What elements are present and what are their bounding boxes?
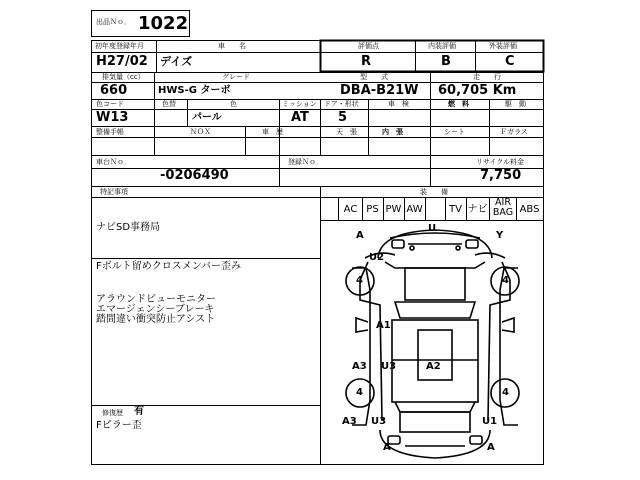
damage-mark: U2	[369, 252, 385, 263]
repair-note: Fピラー歪	[96, 420, 142, 431]
lot-number: 1022	[138, 13, 189, 34]
roof-label: 天 張	[336, 128, 357, 136]
damage-mark: U1	[482, 416, 498, 427]
color-value: パール	[192, 112, 222, 123]
mission-value: AT	[291, 110, 309, 125]
repair-label: 修復歴	[102, 409, 123, 417]
damage-mark: A1	[376, 320, 391, 331]
mileage-label: 走 行	[473, 73, 501, 81]
damage-mark: U	[428, 223, 437, 234]
equipment-pw: PW	[385, 204, 402, 215]
history-label: 車 歴	[262, 128, 283, 136]
damage-mark: 4	[502, 275, 509, 286]
equipment-label: 装 備	[420, 188, 448, 196]
equipment-tv: TV	[449, 204, 462, 215]
equipment-aw: AW	[406, 204, 423, 215]
fuel-label: 燃 料	[448, 100, 469, 108]
damage-mark: U3	[381, 361, 397, 372]
interior-value: B	[441, 54, 451, 69]
interior-trim-label: 内 張	[382, 128, 403, 136]
fglass-label: Ｆガラス	[500, 128, 528, 136]
doors-label: ドア・形状	[324, 100, 359, 108]
note-line-2: Fボルト留めクロスメンバー歪み	[96, 261, 242, 272]
damage-mark: A2	[426, 361, 441, 372]
displacement-label: 排気量（cc）	[102, 73, 145, 81]
chassis-value: -0206490	[160, 168, 229, 183]
damage-mark: A3	[352, 361, 367, 372]
model-label: 型 式	[360, 73, 388, 81]
mission-label: ミッション	[282, 100, 317, 108]
reg-year-label: 初年度登録年月	[95, 42, 144, 50]
recycle-value: 7,750	[480, 168, 522, 183]
score-label: 評価点	[358, 42, 379, 50]
maintenance-label: 整備手帳	[96, 128, 124, 136]
equipment-ps: PS	[366, 204, 379, 215]
notes-label: 特記事項	[100, 188, 128, 196]
nox-label: ＮＯＸ	[190, 128, 211, 136]
recycle-label: リサイクル料金	[476, 158, 525, 166]
damage-mark: 4	[356, 387, 363, 398]
note-line-3: アラウンドビューモニター	[96, 294, 216, 305]
car-name-value: デイズ	[160, 55, 193, 68]
note-line-4: エマージェンシーブレーキ	[96, 304, 215, 315]
note-line-1: ナビSD事務局	[96, 222, 161, 233]
car-name-label: 車 名	[218, 42, 246, 50]
color-code-label: 色コード	[96, 100, 124, 108]
damage-mark: U3	[371, 416, 387, 427]
damage-mark: 4	[502, 387, 509, 398]
equipment-ac: AC	[343, 204, 358, 215]
lot-label: 出品Ｎｏ．	[96, 18, 131, 26]
displacement-value: 660	[100, 83, 128, 98]
color-code-value: W13	[96, 110, 129, 125]
color-change-label: 色替	[162, 100, 176, 108]
damage-mark: A	[356, 230, 364, 241]
reg-year-value: H27/02	[96, 54, 148, 69]
inspection-label: 車 検	[388, 100, 409, 108]
grade-label: グレード	[222, 73, 250, 81]
equipment-airbag: AIR BAG	[492, 197, 514, 218]
regno-label: 登録Ｎｏ．	[288, 158, 323, 166]
damage-mark: 4	[356, 275, 363, 286]
seat-label: シート	[444, 128, 465, 136]
exterior-label: 外装評価	[489, 42, 517, 50]
damage-mark: A3	[342, 416, 357, 427]
grade-value: HWS-G ターボ	[158, 85, 231, 96]
exterior-value: C	[505, 54, 515, 69]
model-value: DBA-B21W	[340, 83, 419, 98]
note-line-5: 踏間違い衝突防止アシスト	[96, 314, 216, 325]
damage-mark: A	[383, 442, 391, 453]
doors-value: 5	[338, 110, 348, 125]
damage-mark: Y	[496, 230, 504, 241]
repair-value: 有	[134, 406, 144, 417]
score-value: R	[361, 54, 372, 69]
equipment-abs: ABS	[519, 204, 540, 215]
damage-mark: A	[487, 442, 495, 453]
equipment-navi: ナビ	[467, 204, 488, 215]
drive-label: 駆 動	[505, 100, 526, 108]
mileage-value: 60,705 Km	[438, 83, 517, 98]
interior-label: 内装評価	[428, 42, 456, 50]
chassis-label: 車台Ｎｏ．	[96, 158, 131, 166]
color-label: 色	[230, 100, 237, 108]
